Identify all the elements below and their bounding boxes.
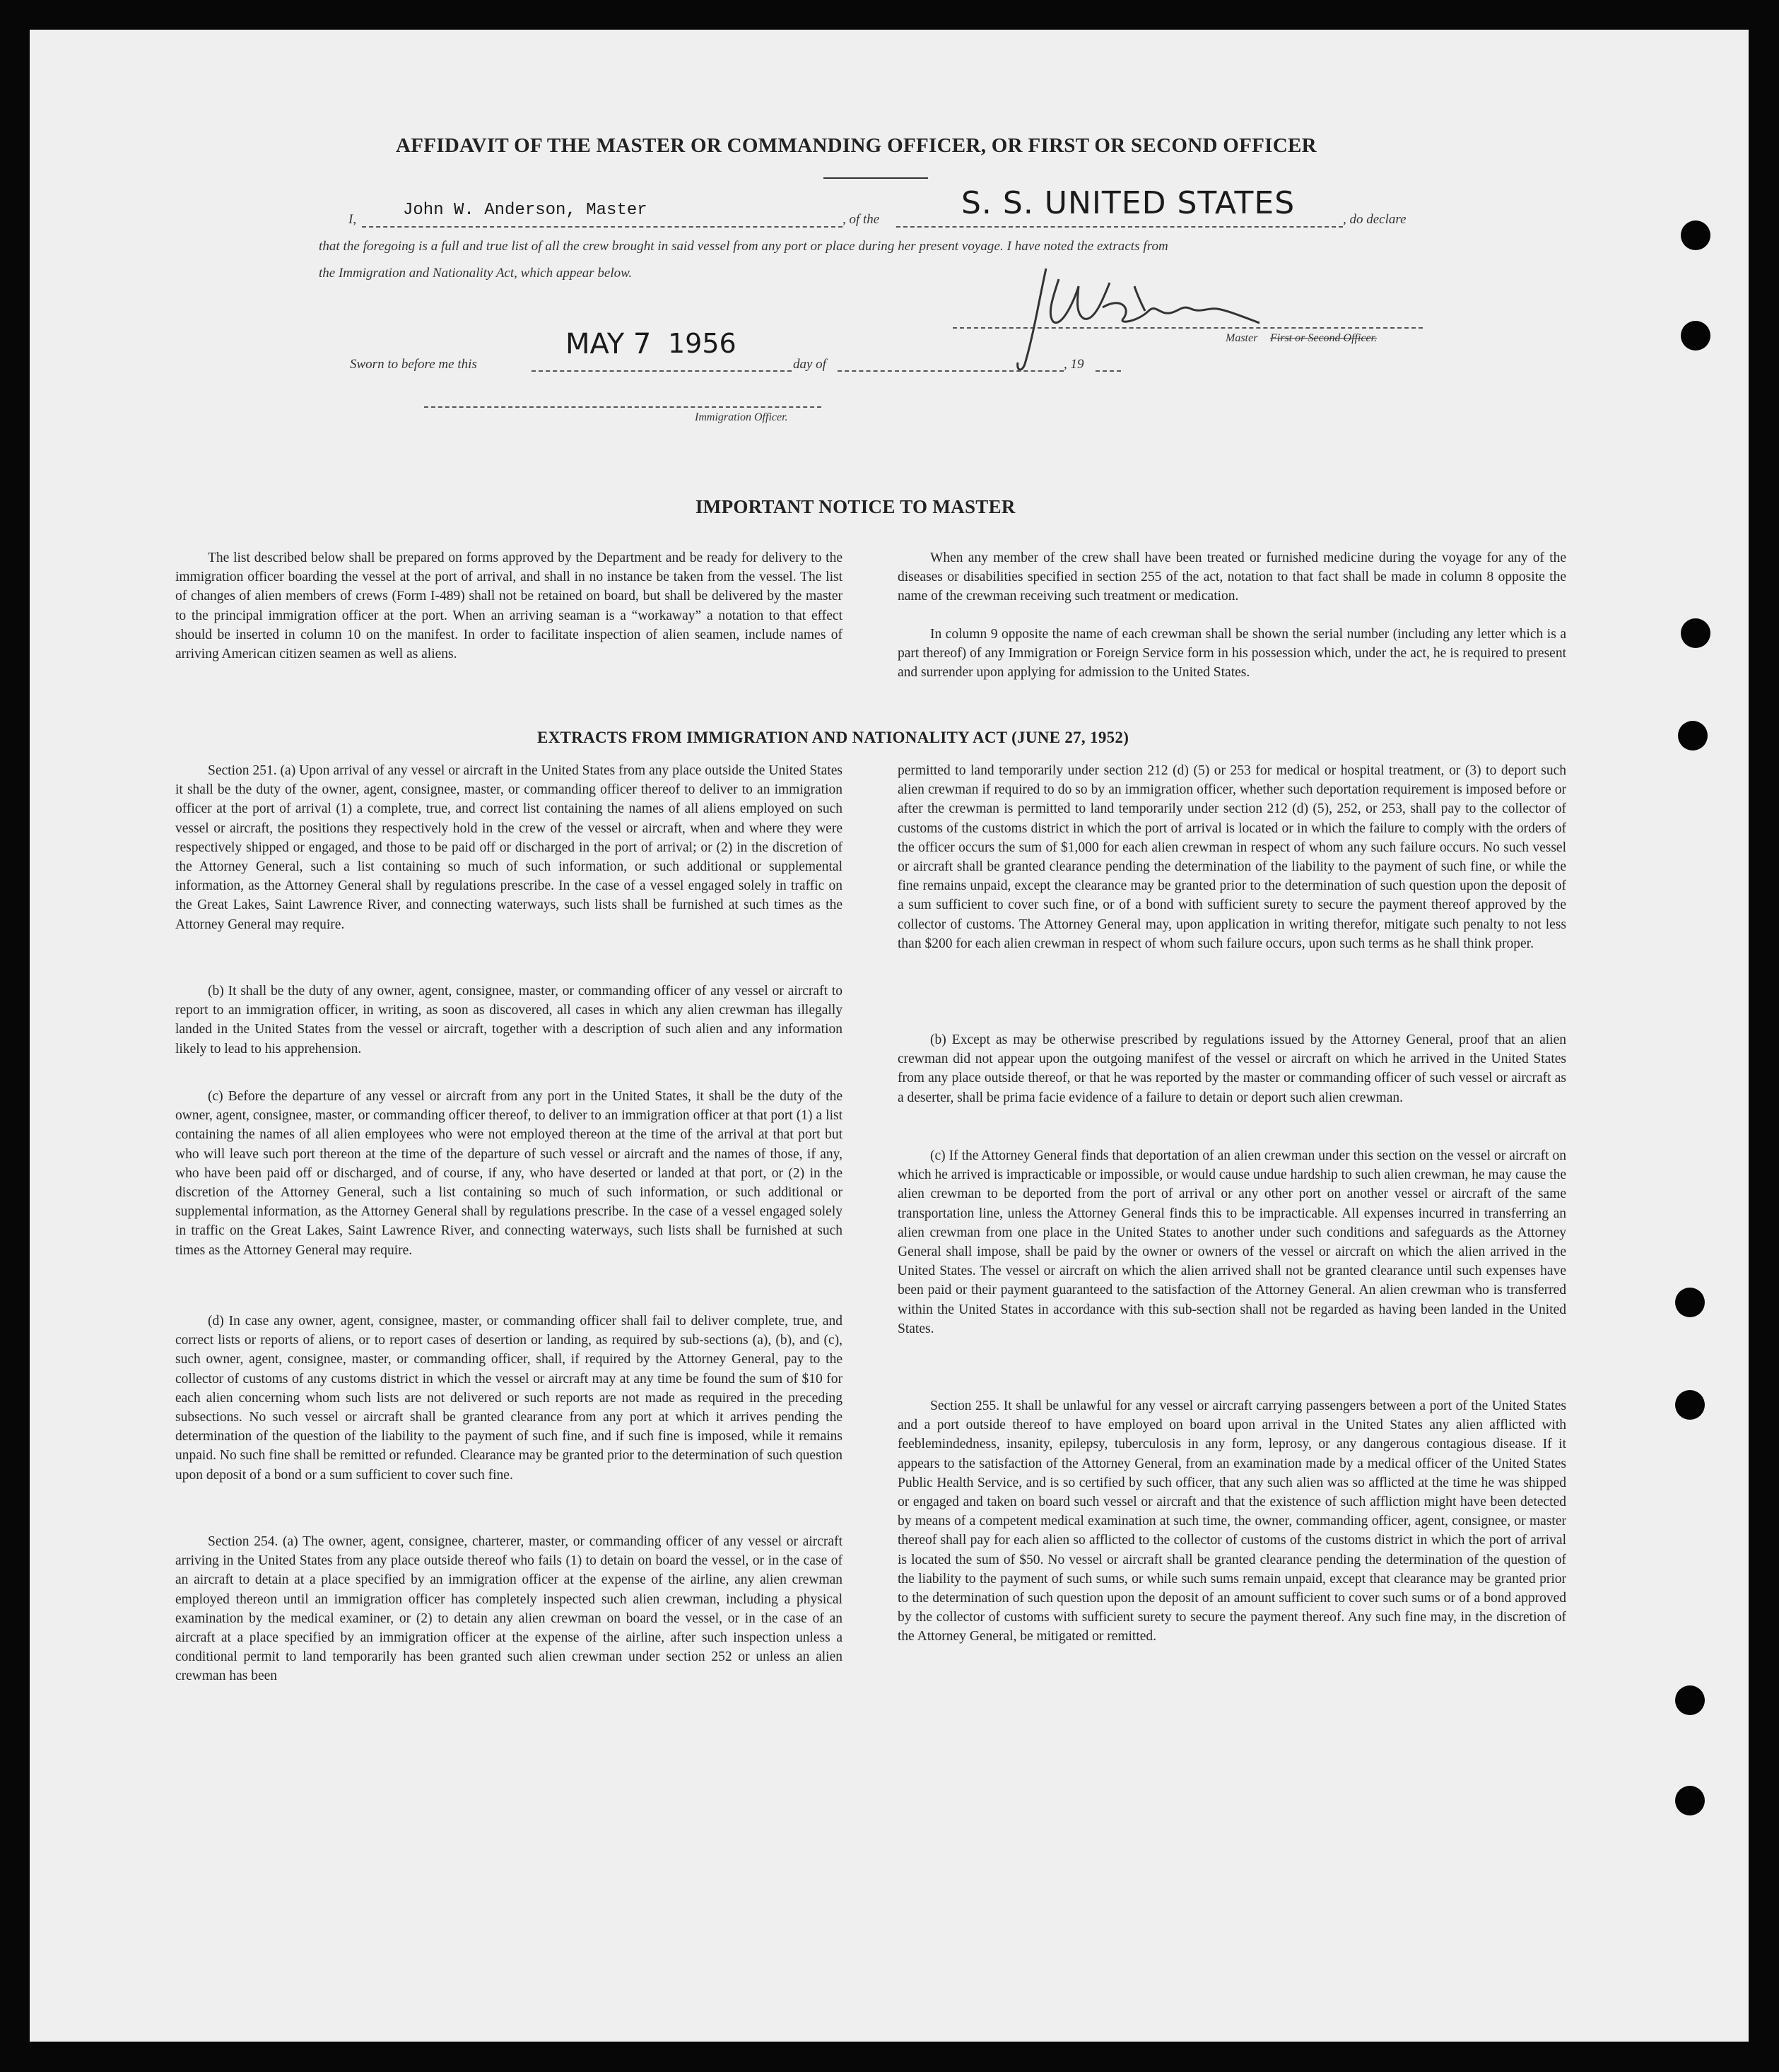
binder-hole	[1681, 618, 1710, 648]
of-the-label: , of the	[842, 212, 880, 227]
master-label: Master	[1226, 332, 1258, 344]
binder-hole	[1678, 721, 1708, 750]
immigration-officer-line	[424, 406, 821, 408]
day-of-label: day of	[793, 357, 826, 372]
year-label: , 19	[1064, 357, 1084, 372]
section-254a-cont: permitted to land temporarily under section 212 (d) (5) or 253 for medical or hospital treatment, or (3) to deport such alien crewman if required to do so by an immigration officer, whether such deportation requirement is imposed before or after the crewman is permitted to land temporarily under section 212 (d) (5), 252, or 253, shall pay to the collector of customs of the customs district in which the port of arrival is located or in which the failure to comply with the orders of the officer occurs the sum of $1,000 for each alien crewman in respect of whom any such failure occurs. No such vessel or aircraft shall be granted clearance pending the determination of the liability to the payment of such fine, or while the fine remains unpaid, except the clearance may be granted prior to the determination of such question upon the deposit of a sum sufficient to cover such fine, or of a bond with sufficient surety to secure the payment thereof approved by the collector of customs. The Attorney General may, upon application in writing therefor, mitigate such penalty to not less than $200 for each alien crewman in respect of whom such failure occurs, upon such terms as he shall think proper.	[898, 763, 1566, 951]
title-rule	[823, 177, 928, 179]
struck-officer-label: First or Second Officer.	[1270, 332, 1378, 344]
section-251c: (c) Before the departure of any vessel or aircraft from any port in the United States, it shall be the duty of the owner, agent, consignee, master, or commanding officer thereof, to deliver to an immigration officer at that port (1) a list containing the names of all alien employees who were not employed thereon at the time of the arrival at that port but who will leave such port thereon at the time of the departure of such vessel or aircraft and the names of those, if any, who have been paid off or discharged, and of course, if any, who have deserted or landed at that port, or (2) in the discretion of the Attorney General, such a list containing so much of such information, or such additional or supplemental information, as the Attorney General shall by regulations prescribe. In the case of a vessel engaged solely in traffic on the Great Lakes, Saint Lawrence River, and connecting waterways, such lists shall be furnished at such times as the Attorney General may require.	[175, 1089, 842, 1258]
name-blank	[362, 226, 842, 228]
section-251d: (d) In case any owner, agent, consignee, master, or commanding officer shall fail to deliver complete, true, and correct lists or reports of aliens, or to report cases of desertion or landing, as required by sub-sections (a), (b), and (c), such owner, agent, consignee, master, or commanding officer, shall, if required by the Attorney General, pay to the collector of customs of any customs district in which the vessel or aircraft may at any time be found the sum of $10 for each alien concerning whom such lists are not delivered or such reports are not made as required in the preceding subsections. No such vessel or aircraft shall be granted clearance from any port at which it arrives pending the determination of the question of the liability to the payment of such fine, and if such fine is imposed, while it remains unpaid. No such fine shall be remitted or refunded. Clearance may be granted prior to the determination of such question upon deposit of a bond or a sum sufficient to cover such fine.	[175, 1314, 842, 1483]
section-254b: (b) Except as may be otherwise prescribed by regulations issued by the Attorney General, proof that an alien crewman did not appear upon the outgoing manifest of the vessel or aircraft on which he arrived in the United States from any place outside thereof, or that he was reported by the master or commanding officer of such vessel or aircraft as a deserter, shall be prima facie evidence of a failure to detain or deport such alien crewman.	[898, 1032, 1566, 1105]
sworn-day-blank	[532, 370, 792, 372]
notice-title: IMPORTANT NOTICE TO MASTER	[695, 496, 1016, 517]
affidavit-title: AFFIDAVIT OF THE MASTER OR COMMANDING OFFICER, OR FIRST OR SECOND OFFICER	[396, 134, 1317, 157]
notice-right-paragraph-2: In column 9 opposite the name of each crewman shall be shown the serial number (including any letter which is a part thereof) of any Immigration or Foreign Service form in his possession which, under the act, he is required to present and surrender upon applying for admission to the United States.	[898, 627, 1566, 681]
month-blank	[838, 370, 1064, 372]
notice-left-paragraph: The list described below shall be prepared on forms approved by the Department and be ready for delivery to the immigration officer boarding the vessel at the port of arrival, and shall in no instance be taken from the vessel. The list of changes of alien members of crews (Form I-489) shall not be retained on board, but shall be delivered by the master to the principal immigration officer at the port. When an arriving seaman is a “workaway” a notation to that effect should be inserted in column 10 on the manifest. In order to facilitate inspection of alien seamen, include names of arriving American citizen seamen as well as aliens.	[175, 551, 842, 662]
vessel-blank	[896, 226, 1343, 228]
affidavit-statement: that the foregoing is a full and true list of all the crew brought in said vessel from any port or place during her present voyage. I have noted the extracts from	[319, 239, 1168, 254]
binder-hole	[1681, 321, 1710, 351]
affidavit-statement-cont: the Immigration and Nationality Act, which appear below.	[319, 266, 633, 281]
year-blank	[1096, 370, 1121, 372]
binder-hole	[1675, 1390, 1705, 1420]
extracts-title: EXTRACTS FROM IMMIGRATION AND NATIONALITY ACT (JUNE 27, 1952)	[537, 729, 1129, 746]
immigration-officer-label: Immigration Officer.	[695, 411, 788, 423]
master-name: John W. Anderson, Master	[403, 201, 647, 220]
handwritten-signature	[997, 258, 1293, 378]
sworn-year: 1956	[668, 328, 736, 359]
section-254c: (c) If the Attorney General finds that deportation of an alien crewman under this section on the vessel or aircraft on which he arrived is impracticable or impossible, or would cause undue hardship to such alien crewman, he may cause the alien crewman to be deported from the port of arrival or any other port on another vessel or aircraft of the same transportation line, unless the Attorney General finds this to be impracticable. All expenses incurred in transferring an alien crewman from one place in the United States to another under such conditions and safeguards as the Attorney General shall impose, shall be paid by the owner or owners of the vessel or aircraft on which the alien arrived in the United States. The vessel or aircraft on which the alien arrived shall not be granted clearance until such expenses have been paid or their payment guaranteed to the satisfaction of the Attorney General. An alien crewman who is transferred within the United States in accordance with this sub-section shall not be regarded as having been landed in the United States.	[898, 1148, 1566, 1336]
signature	[997, 258, 1293, 382]
binder-hole	[1675, 1288, 1705, 1317]
sworn-label: Sworn to before me this	[350, 357, 477, 372]
do-declare-label: , do declare	[1343, 212, 1407, 227]
section-251b: (b) It shall be the duty of any owner, agent, consignee, master, or commanding officer of any vessel or aircraft to report to an immigration officer, in writing, as soon as discovered, all cases in which any alien crewman has illegally landed in the United States from the vessel or aircraft, together with a description of such alien and any information likely to lead to his apprehension.	[175, 984, 842, 1056]
binder-hole	[1675, 1786, 1705, 1815]
section-255: Section 255. It shall be unlawful for any vessel or aircraft carrying passengers between a port of the United States and a port outside thereof to have employed on board upon arrival in the United States any alien afflicted with feeblemindedness, insanity, epilepsy, tuberculosis in any form, leprosy, or any dangerous contagious disease. If it appears to the satisfaction of the Attorney General, from an examination made by a medical officer of the United States Public Health Service, and is so certified by such officer, that any such alien was so afflicted at the time he was shipped or engaged and taken on board such vessel or aircraft and that the existence of such affliction might have been detected by means of a competent medical examination at such time, the owner, commanding officer, agent, consignee, or master thereof shall pay for each alien so afflicted to the collector of customs of the customs district in which the port of arrival is located the sum of $50. No vessel or aircraft shall be granted clearance pending the determination of the question of the liability to the payment of such sums, or while such sums remain unpaid, except that clearance may be granted prior to the determination of such question upon the deposit of an amount sufficient to cover such sums or of a bond approved by the collector of customs with sufficient surety to secure the payment thereof. Any such fine may, in the discretion of the Attorney General, be mitigated or remitted.	[898, 1399, 1566, 1644]
binder-hole	[1681, 220, 1710, 250]
vessel-name: S. S. UNITED STATES	[961, 185, 1296, 221]
section-251a: Section 251. (a) Upon arrival of any vessel or aircraft in the United States from any place outside the United States it shall be the duty of the owner, agent, consignee, master, or commanding officer thereof to deliver to an immigration officer at the port of arrival (1) a complete, true, and correct list containing the names of all aliens employed on such vessel or aircraft, the positions they respectively hold in the crew of the vessel or aircraft, when and where they were respectively shipped or engaged, and those to be paid off or discharged in the port of arrival; or (2) in the discretion of the Attorney General, such a list containing so much of such information, or such additional or supplemental information, as the Attorney General shall by regulations prescribe. In the case of a vessel engaged solely in traffic on the Great Lakes, Saint Lawrence River, and connecting waterways, such lists shall be furnished at such times as the Attorney General may require.	[175, 763, 842, 932]
section-254a: Section 254. (a) The owner, agent, consignee, charterer, master, or commanding officer of any vessel or aircraft arriving in the United States from any place outside thereof who fails (1) to detain on board the vessel, or in the case of an aircraft to detain at a place specified by an immigration officer at the expense of the airline, any alien crewman employed thereon until an immigration officer has completely inspected such alien crewman, including a physical examination by the medical examiner, or (2) to detain any alien crewman on board the vessel, or in the case of an aircraft at a place specified by an immigration officer at the expense of the airline, after such inspection unless a conditional permit to land temporarily has been granted such alien crewman under section 252 or unless an alien crewman has been	[175, 1534, 842, 1684]
sworn-date: MAY 7	[565, 328, 652, 360]
notice-right-paragraph-1: When any member of the crew shall have been treated or furnished medicine during the voyage for any of the diseases or disabilities specified in section 255 of the act, notation to that fact shall be made in column 8 opposite the name of the crewman receiving such treatment or medication.	[898, 551, 1566, 604]
i-label: I,	[348, 212, 357, 227]
binder-hole	[1675, 1685, 1705, 1715]
